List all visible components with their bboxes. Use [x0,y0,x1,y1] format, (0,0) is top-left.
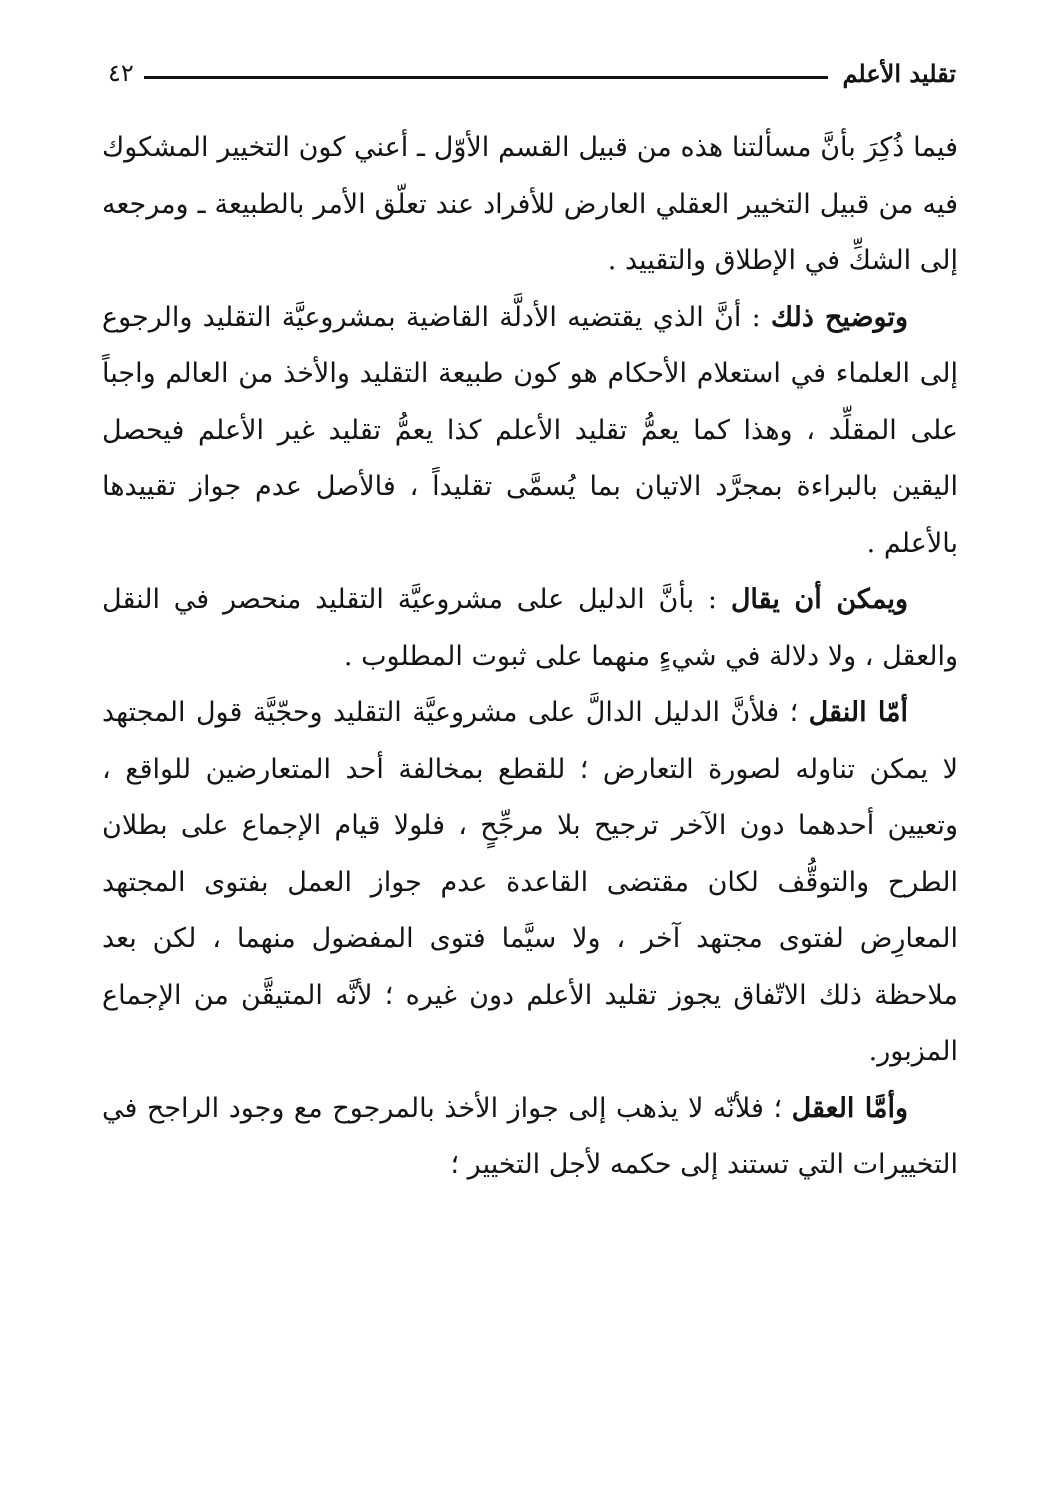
paragraph-lead: ويمكن أن يقال [730,584,908,615]
running-header [108,52,956,94]
paragraph-lead: وأمَّا العقل [791,1092,908,1124]
paragraph-text: ؛ فلأنّه لا يذهب إلى جواز الأخذ بالمرجوح مع وجود الراجح في التخييرات التي تستند إلى حكمه لأجل التخيير ؛ [102,1092,958,1180]
header-rule [144,76,829,79]
paragraph [102,1081,958,1194]
running-title: تقليد الأعلم [842,58,956,88]
paragraph-text: ؛ فلأنَّ الدليل الدالَّ على مشروعيَّة التقليد وحجّيَّة قول المجتهد لا يمكن تناوله لصورة التعارض ؛ للقطع بمخالفة أحد المتعارضين للواقع ، وتعيين أحدهما دون الآخر ترجيح بلا مرجِّحٍ ، فلولا قيام الإجماع على بطلان الطرح والتوقُّف لكان مقتضى القاعدة عدم جواز العمل بفتوى المجتهد المعارِض لفتوى مجتهد آخر ، ولا سيَّما فتوى المفضول منهما ، لكن بعد ملاحظة ذلك الاتّفاق يجوز تقليد الأعلم دون غيره ؛ لأنَّه المتيقَّن من الإجماع المزبور. [102,697,958,1067]
paragraph-lead: أمّا النقل [808,697,909,728]
paragraph-lead: وتوضيح ذلك [770,301,908,333]
paragraph [102,290,958,573]
body-text [102,120,958,1194]
paragraph-text: : أنَّ الذي يقتضيه الأدلَّة القاضية بمشروعيَّة التقليد والرجوع إلى العلماء في استعلام الأحكام هو كون طبيعة التقليد والأخذ من العالم واجباً على المقلِّد ، وهذا كما يعمُّ تقليد الأعلم كذا يعمُّ تقليد غير الأعلم فيحصل اليقين بالبراءة بمجرَّد الاتيان بما يُسمَّى تقليداً ، فالأصل عدم جواز تقييدها بالأعلم . [102,301,958,559]
page-number: ٤٢ [108,59,134,87]
paragraph [102,120,958,290]
paragraph-text: : بأنَّ الدليل على مشروعيَّة التقليد منحصر في النقل والعقل ، ولا دلالة في شيءٍ منهما على ثبوت المطلوب . [102,584,958,672]
paragraph [102,685,958,1081]
paragraph-text: فيما ذُكِرَ بأنَّ مسألتنا هذه من قبيل القسم الأوّل ـ أعني كون التخيير المشكوك فيه من قبيل التخيير العقلي العارض للأفراد عند تعلّق الأمر بالطبيعة ـ ومرجعه إلى الشكِّ في الإطلاق والتقييد . [102,132,958,276]
paragraph [102,572,958,685]
